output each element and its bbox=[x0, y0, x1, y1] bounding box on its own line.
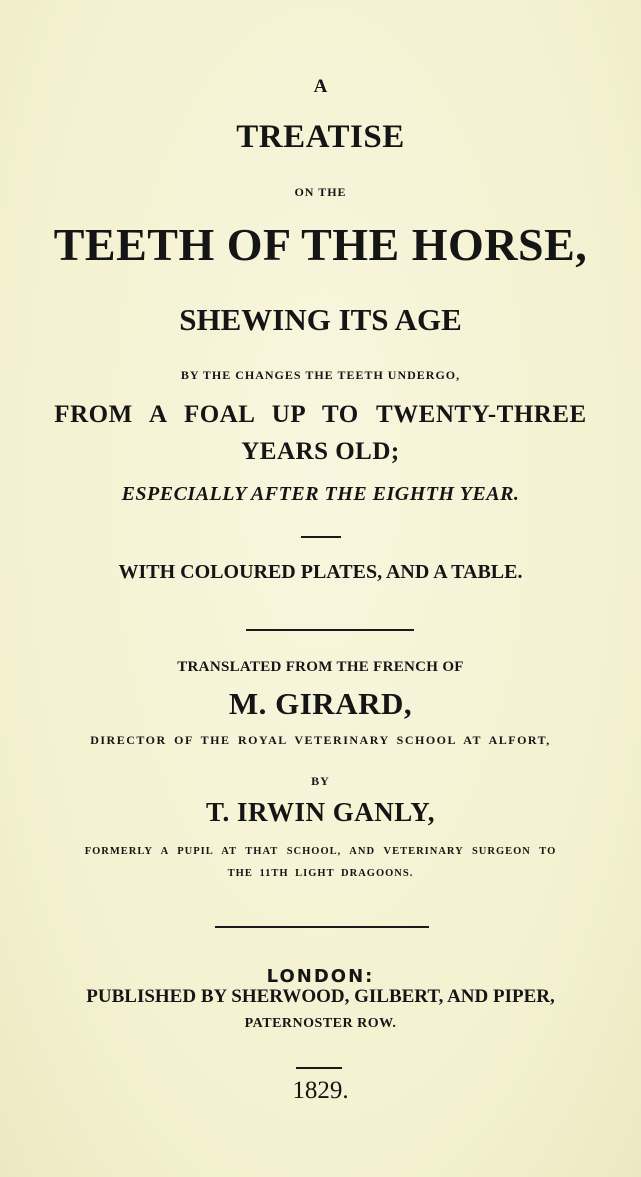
subtitle-from-foal: FROM A FOAL UP TO TWENTY-THREE bbox=[54, 401, 587, 428]
translator-role: FORMERLY A PUPIL AT THAT SCHOOL, AND VETERINARY SURGEON TO bbox=[84, 846, 557, 857]
main-title: TEETH OF THE HORSE, bbox=[53, 219, 588, 270]
title-article: A bbox=[313, 76, 328, 97]
translated-from: TRANSLATED FROM THE FRENCH OF bbox=[177, 659, 464, 675]
imprint-city: LONDON: bbox=[266, 966, 375, 987]
author-role: DIRECTOR OF THE ROYAL VETERINARY SCHOOL AT ALFORT, bbox=[90, 733, 551, 747]
subtitle-changes: BY THE CHANGES THE TEETH UNDERGO, bbox=[180, 368, 461, 382]
imprint-year: 1829. bbox=[292, 1077, 349, 1104]
subtitle-especially: ESPECIALLY AFTER THE EIGHTH YEAR. bbox=[121, 483, 520, 505]
divider-rule bbox=[296, 1067, 342, 1069]
subtitle: SHEWING ITS AGE bbox=[179, 302, 462, 337]
translator-name: T. IRWIN GANLY, bbox=[205, 797, 436, 827]
plates-note: WITH COLOURED PLATES, AND A TABLE. bbox=[118, 561, 523, 583]
divider-rule bbox=[301, 536, 341, 538]
title-on-the: ON THE bbox=[294, 185, 347, 199]
title-treatise: TREATISE bbox=[236, 119, 405, 155]
imprint-publisher: PUBLISHED BY SHERWOOD, GILBERT, AND PIPER, bbox=[86, 986, 555, 1007]
translator-role-cont: THE 11TH LIGHT DRAGOONS. bbox=[227, 868, 414, 879]
imprint-address: PATERNOSTER ROW. bbox=[244, 1016, 397, 1031]
divider-rule bbox=[246, 629, 414, 631]
author-name: M. GIRARD, bbox=[228, 686, 413, 721]
subtitle-years-old: YEARS OLD; bbox=[241, 438, 400, 465]
translator-by: BY bbox=[311, 774, 330, 788]
divider-rule bbox=[215, 926, 429, 928]
